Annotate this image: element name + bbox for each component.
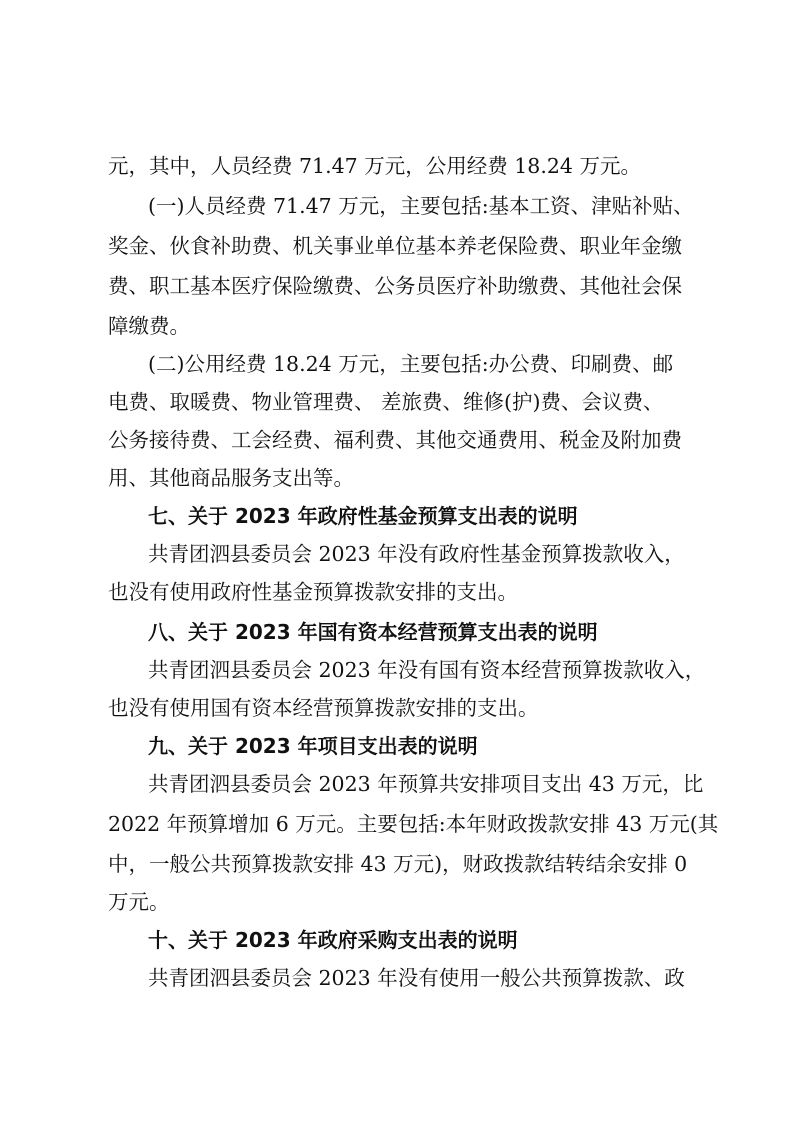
paragraph-line: 公务接待费、工会经费、福利费、其他交通费用、税金及附加费 [108, 428, 682, 452]
section-heading-10: 十、关于 2023 年政府采购支出表的说明 [148, 928, 518, 952]
paragraph-line: 中，一般公共预算拨款安排 43 万元)，财政拨款结转结余安排 0 [108, 852, 688, 876]
paragraph-line: 也没有使用国有资本经营预算拨款安排的支出。 [108, 696, 539, 720]
paragraph-line: 2022 年预算增加 6 万元。主要包括:本年财政拨款安排 43 万元(其 [108, 812, 719, 836]
paragraph-line: 费、职工基本医疗保险缴费、公务员医疗补助缴费、其他社会保 [108, 274, 682, 298]
paragraph-line: 元，其中，人员经费 71.47 万元，公用经费 18.24 万元。 [108, 154, 641, 178]
paragraph-line: (二)公用经费 18.24 万元，主要包括:办公费、印刷费、邮 [148, 352, 674, 376]
paragraph-line: 共青团泗县委员会 2023 年没有政府性基金预算拨款收入， [148, 542, 685, 566]
paragraph-line: (一)人员经费 71.47 万元，主要包括:基本工资、津贴补贴、 [148, 194, 694, 218]
paragraph-line: 也没有使用政府性基金预算拨款安排的支出。 [108, 580, 518, 604]
section-heading-7: 七、关于 2023 年政府性基金预算支出表的说明 [148, 504, 578, 528]
paragraph-line: 共青团泗县委员会 2023 年预算共安排项目支出 43 万元，比 [148, 772, 704, 796]
section-heading-9: 九、关于 2023 年项目支出表的说明 [148, 734, 478, 758]
paragraph-line: 奖金、伙食补助费、机关事业单位基本养老保险费、职业年金缴 [108, 234, 682, 258]
paragraph-line: 共青团泗县委员会 2023 年没有国有资本经营预算拨款收入， [148, 658, 706, 682]
paragraph-line: 用、其他商品服务支出等。 [108, 466, 354, 490]
paragraph-line: 万元。 [108, 890, 170, 914]
section-heading-8: 八、关于 2023 年国有资本经营预算支出表的说明 [148, 620, 598, 644]
paragraph-line: 共青团泗县委员会 2023 年没有使用一般公共预算拨款、政 [148, 966, 685, 990]
paragraph-line: 电费、取暖费、物业管理费、 差旅费、维修(护)费、会议费、 [108, 390, 664, 414]
paragraph-line: 障缴费。 [108, 314, 190, 338]
